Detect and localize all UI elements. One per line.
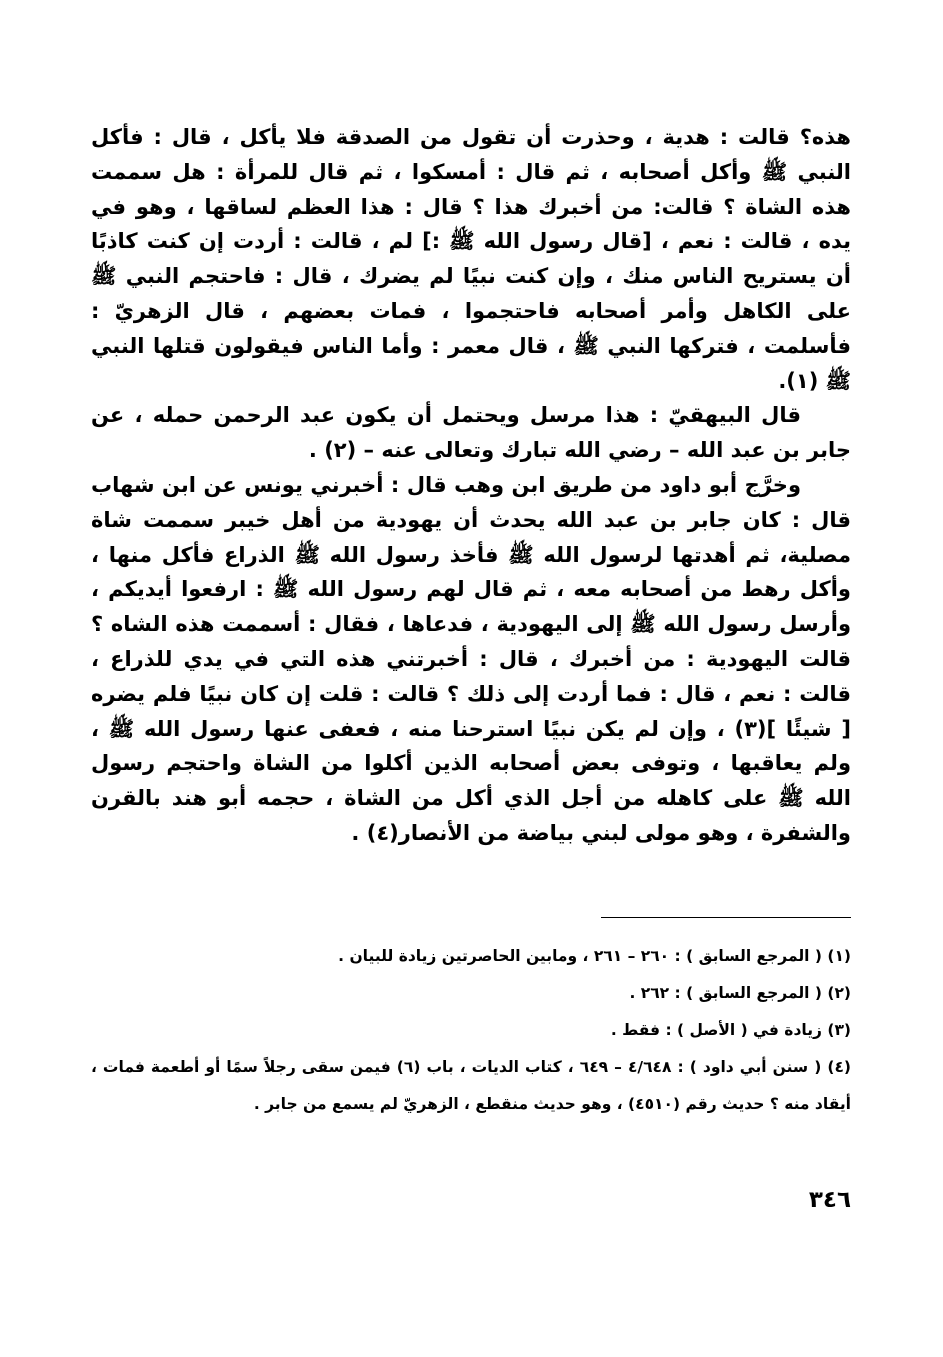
footnote-4: (٤) ( سنن أبي داود ) : ٤/٦٤٨ – ٦٤٩ ، كتاب الديات ، باب (٦) فيمن سقى رجلاً سمًا أو أطعمة فمات ، أيقاد منه ؟ حديث رقم (٤٥١٠) ، وهو حديث منقطع ، الزهريّ لم يسمع من جابر . [91, 1058, 851, 1113]
main-paragraph-3: وخرَّج أبو داود من طريق ابن وهب قال : أخبرني يونس عن ابن شهاب قال : كان جابر بن عبد الله يحدث أن يهودية من أهل خيبر سممت شاة مصلية، ثم أهدتها لرسول الله ﷺ فأخذ رسول الله ﷺ الذراع فأكل منها ، وأكل رهط من أصحابه معه ، ثم قال لهم رسول الله ﷺ : ارفعوا أيديكم ، وأرسل رسول الله ﷺ إلى اليهودية ، فدعاها ، فقال : أسممت هذه الشاه ؟ قالت اليهودية : من أخبرك ، قال : أخبرتني هذه التي في يدي للذراع ، قالت : نعم ، قال : فما أردت إلى ذلك ؟ قالت : قلت إن كان نبيًا فلم يضره [ شيئًا ](٣) ، وإن لم يكن نبيًا استرحنا منه ، فعفى عنها رسول الله ﷺ ، ولم يعاقبها ، وتوفى بعض أصحابه الذين أكلوا من الشاة واحتجم رسول الله ﷺ على كاهله من أجل الذي أكل من الشاة ، حجمه أبو هند بالقرن والشفرة ، وهو مولى لبني بياضة من الأنصار(٤) . [91, 472, 851, 845]
footnote-2: (٢) ( المرجع السابق ) : ٢٦٢ . [629, 984, 851, 1002]
main-paragraph-2: قال البيهقيّ : هذا مرسل ويحتمل أن يكون عبد الرحمن حمله ، عن جابر بن عبد الله – رضي الله تبارك وتعالى عنه – (٢) . [91, 403, 851, 463]
footnote-1: (١) ( المرجع السابق ) : ٢٦٠ – ٢٦١ ، ومابين الحاصرتين زيادة للبيان . [338, 947, 851, 965]
footnote-3: (٣) زيادة في ( الأصل ) : فقط . [610, 1021, 851, 1039]
footnotes-section [91, 938, 851, 1123]
main-paragraph-1: هذه؟ قالت : هدية ، وحذرت أن تقول من الصدقة فلا يأكل ، قال : فأكل النبي ﷺ وأكل أصحابه ، ثم قال : أمسكوا ، ثم قال للمرأة : هل سممت هذه الشاة ؟ قالت: من أخبرك هذا ؟ قال : هذا العظم لساقها ، وهو في يده ، قالت : نعم ، [قال رسول الله ﷺ :] لم ، قالت : أردت إن كنت كاذبًا أن يستريح الناس منك ، وإن كنت نبيًا لم يضرك ، قال : فاحتجم النبي ﷺ على الكاهل وأمر أصحابه فاحتجموا ، فمات بعضهم ، قال الزهريّ : فأسلمت ، فتركها النبي ﷺ ، قال معمر : وأما الناس فيقولون قتلها النبي ﷺ (١). [91, 125, 851, 393]
page-number: ٣٤٦ [808, 1187, 851, 1213]
main-text-body [91, 120, 851, 851]
footnote-divider [601, 917, 851, 918]
